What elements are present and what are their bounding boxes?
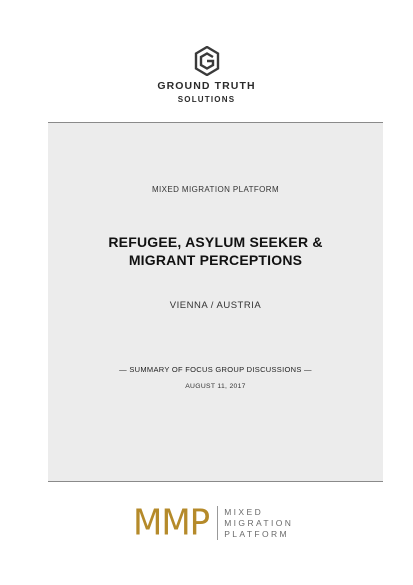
mmp-logo-word-platform: PLATFORM — [224, 528, 290, 539]
report-title-line1: REFUGEE, ASYLUM SEEKER & — [108, 234, 323, 250]
report-date: AUGUST 11, 2017 — [185, 383, 246, 390]
mmp-logo-word-migration: MIGRATION — [224, 517, 294, 528]
platform-label: MIXED MIGRATION PLATFORM — [151, 185, 280, 194]
mmp-logo-letters: MMP — [133, 502, 210, 544]
org-name-line1: GROUND TRUTH — [157, 80, 256, 92]
report-title — [48, 233, 383, 269]
location-label: VIENNA / AUSTRIA — [169, 300, 262, 311]
org-name-line2: SOLUTIONS — [177, 95, 236, 104]
cover-panel — [48, 122, 383, 482]
gts-hexagon-g-icon — [194, 46, 220, 76]
mmp-logo-word-mixed: MIXED — [224, 506, 264, 517]
mmp-logo-words — [224, 507, 293, 540]
summary-label: — SUMMARY OF FOCUS GROUP DISCUSSIONS — — [119, 365, 312, 374]
ground-truth-logo — [0, 46, 413, 104]
mmp-logo-divider — [217, 506, 218, 540]
report-title-line2: MIGRANT PERCEPTIONS — [128, 252, 303, 268]
mmp-logo — [133, 503, 293, 543]
